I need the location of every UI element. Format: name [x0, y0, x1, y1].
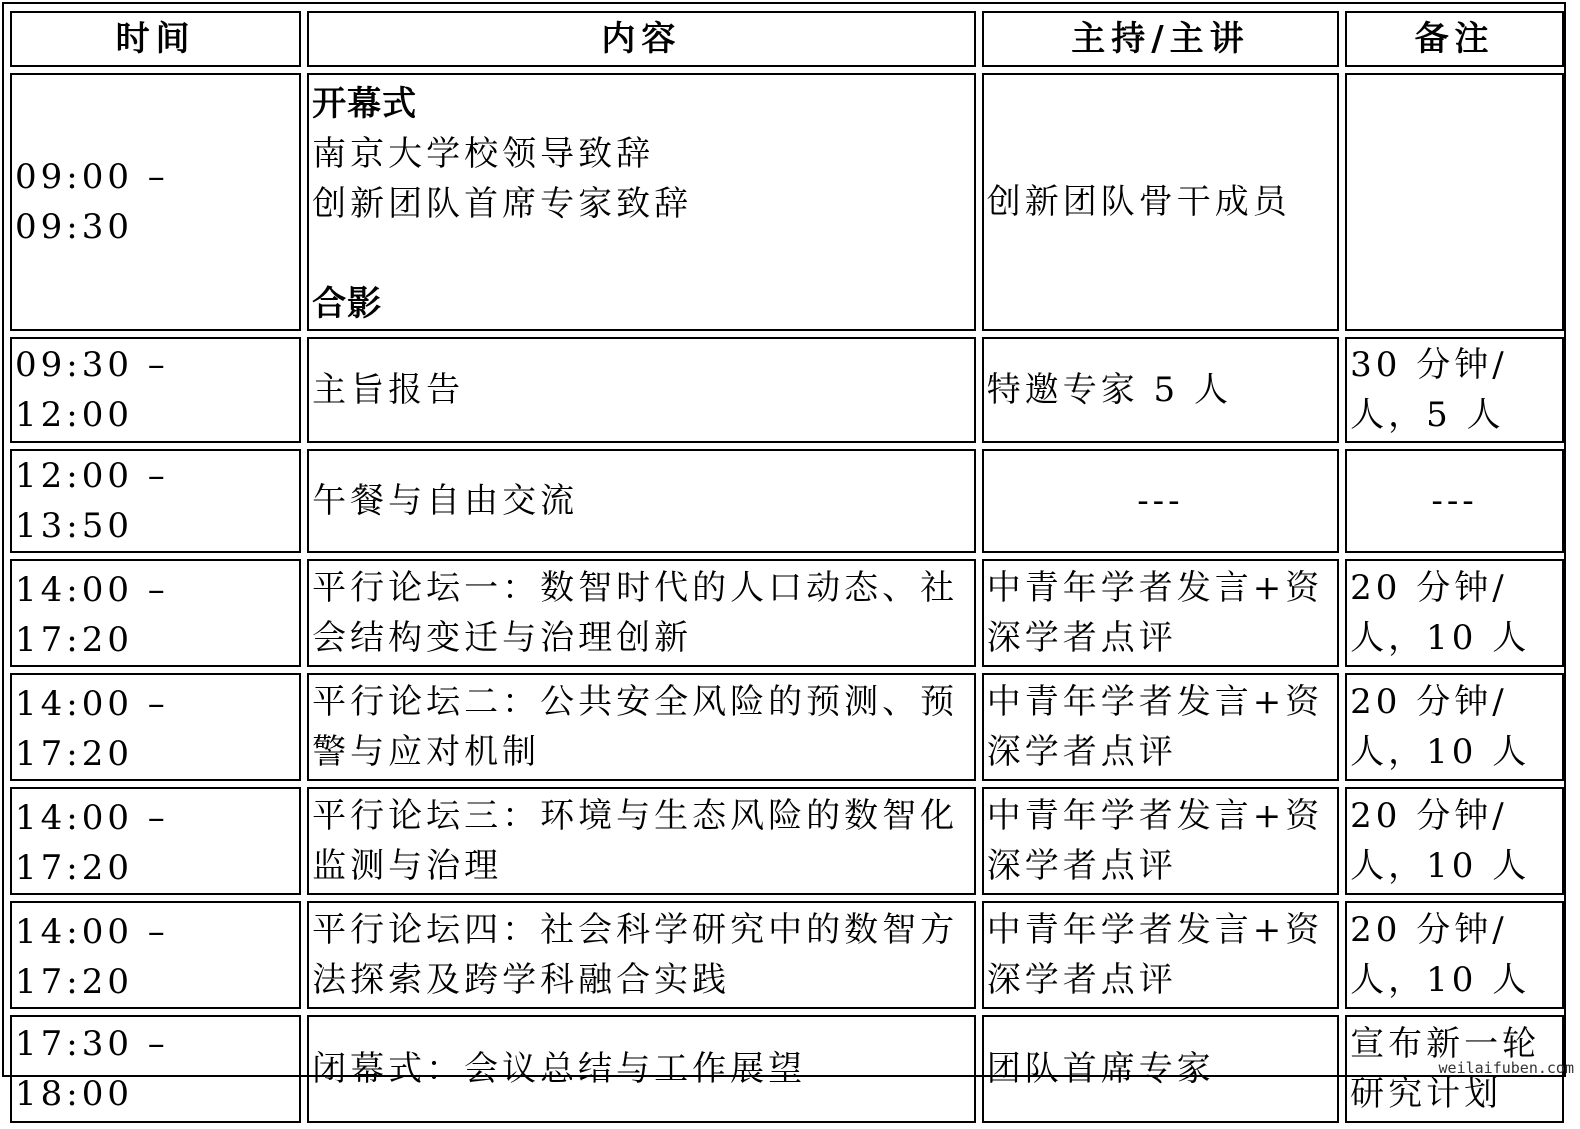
session-title: 开幕式: [312, 84, 418, 124]
host-cell: 创新团队骨干成员: [982, 73, 1339, 331]
notes-cell: 20 分钟/人，10 人: [1345, 901, 1564, 1009]
host-cell: 中青年学者发言+资深学者点评: [982, 901, 1339, 1009]
host-cell: 特邀专家 5 人: [982, 337, 1339, 443]
time-cell: 17:30 – 18:00: [10, 1015, 301, 1123]
content-line: 南京大学校领导致辞: [312, 134, 655, 174]
time-cell: 14:00 – 17:20: [10, 559, 301, 667]
header-host: 主持/主讲: [982, 11, 1339, 67]
content-cell: 主旨报告: [307, 337, 976, 443]
notes-cell: 30 分钟/人，5 人: [1345, 337, 1564, 443]
session-footer: 合影: [312, 284, 383, 324]
host-cell: 团队首席专家: [982, 1015, 1339, 1123]
content-cell: 平行论坛二：公共安全风险的预测、预警与应对机制: [307, 673, 976, 781]
time-cell: 09:30 – 12:00: [10, 337, 301, 443]
table-row: [10, 449, 1564, 553]
content-cell: [307, 73, 976, 331]
table-row: [10, 673, 1564, 781]
notes-cell: 宣布新一轮研究计划: [1345, 1015, 1564, 1123]
host-cell: ---: [982, 449, 1339, 553]
host-cell: 中青年学者发言+资深学者点评: [982, 787, 1339, 895]
time-cell: 14:00 – 17:20: [10, 901, 301, 1009]
table-row: [10, 559, 1564, 667]
host-cell: 中青年学者发言+资深学者点评: [982, 673, 1339, 781]
content-cell: 闭幕式：会议总结与工作展望: [307, 1015, 976, 1123]
header-notes: 备注: [1345, 11, 1564, 67]
content-line: 创新团队首席专家致辞: [312, 184, 693, 224]
watermark: weilaifuben.com: [1438, 1059, 1574, 1077]
header-content: 内容: [307, 11, 976, 67]
table-row: [10, 787, 1564, 895]
time-cell: 14:00 – 17:20: [10, 787, 301, 895]
agenda-table: [4, 5, 1570, 1129]
notes-cell: 20 分钟/人，10 人: [1345, 559, 1564, 667]
table-row: [10, 73, 1564, 331]
notes-cell: ---: [1345, 449, 1564, 553]
table-row: [10, 337, 1564, 443]
content-cell: 午餐与自由交流: [307, 449, 976, 553]
notes-cell: [1345, 73, 1564, 331]
content-cell: 平行论坛四：社会科学研究中的数智方法探索及跨学科融合实践: [307, 901, 976, 1009]
table-row: [10, 901, 1564, 1009]
notes-cell: 20 分钟/人，10 人: [1345, 673, 1564, 781]
header-row: [10, 11, 1564, 67]
host-cell: 中青年学者发言+资深学者点评: [982, 559, 1339, 667]
time-cell: 14:00 – 17:20: [10, 673, 301, 781]
time-cell: 09:00 – 09:30: [10, 73, 301, 331]
content-cell: 平行论坛三：环境与生态风险的数智化监测与治理: [307, 787, 976, 895]
header-time: 时间: [10, 11, 301, 67]
notes-cell: 20 分钟/人，10 人: [1345, 787, 1564, 895]
time-cell: 12:00 – 13:50: [10, 449, 301, 553]
content-cell: 平行论坛一：数智时代的人口动态、社会结构变迁与治理创新: [307, 559, 976, 667]
table-row: [10, 1015, 1564, 1123]
